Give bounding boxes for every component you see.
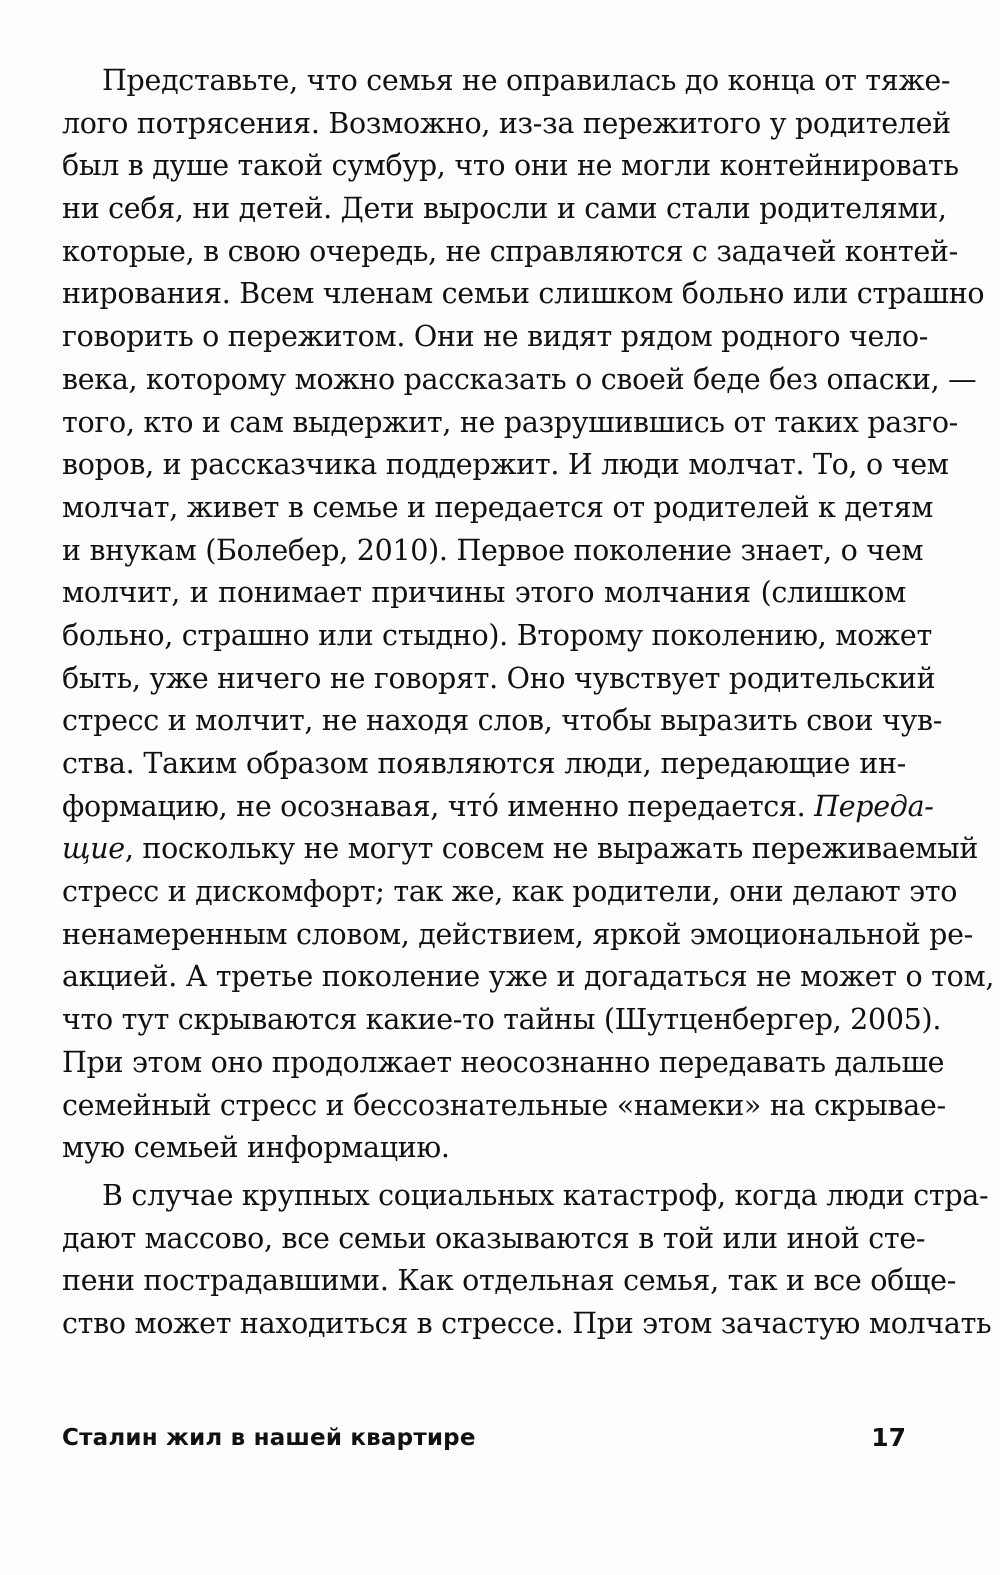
text-line: больно, страшно или стыдно). Второму поколению, может — [62, 618, 932, 652]
text-line: ство может находиться в стрессе. При этом зачастую молчать — [62, 1306, 992, 1340]
text-line: В случае крупных социальных катастроф, когда люди стра- — [102, 1178, 989, 1212]
text-line: быть, уже ничего не говорят. Оно чувствует родительский — [62, 661, 936, 695]
text-line: что тут скрываются какие-то тайны (Шутценбергер, 2005). — [62, 1003, 942, 1037]
text-segment: , поскольку не могут совсем не выражать переживаемый — [124, 832, 979, 866]
text-line: ненамеренным словом, действием, яркой эмоциональной ре- — [62, 917, 974, 951]
page-footer — [62, 1418, 906, 1458]
text-line: ни себя, ни детей. Дети выросли и сами стали родителями, — [62, 192, 947, 226]
text-line: лого потрясения. Возможно, из-за пережитого у родителей — [62, 106, 951, 140]
text-line: и внукам (Болебер, 2010). Первое поколение знает, о чем — [62, 533, 924, 567]
text-line-with-italic — [62, 786, 934, 829]
text-line-with-italic — [62, 828, 979, 871]
text-line: молчат, живет в семье и передается от родителей к детям — [62, 490, 934, 524]
text-line: Представьте, что семья не оправилась до конца от тяже- — [102, 64, 951, 97]
text-line: которые, в свою очередь, не справляются с задачей контей- — [62, 234, 958, 268]
text-line: века, которому можно рассказать о своей беде без опаски, — — [62, 362, 977, 396]
text-line: мую семьей информацию. — [62, 1131, 450, 1165]
text-line: акцией. А третье поколение уже и догадаться не может о том, — [62, 960, 995, 994]
text-line: говорить о пережитом. Они не видят рядом родного чело- — [62, 320, 929, 354]
body-text — [62, 60, 995, 1346]
italic-word: Переда- — [814, 789, 934, 823]
text-line: ства. Таким образом появляются люди, передающие ин- — [62, 747, 906, 780]
text-segment: формацию, не осознавая, чтó именно передается. — [62, 789, 806, 823]
text-line: стресс и дискомфорт; так же, как родители, они делают это — [62, 875, 958, 909]
text-line: того, кто и сам выдержит, не разрушившись от таких разго- — [62, 405, 959, 439]
text-line: был в душе такой сумбур, что они не могли контейнировать — [62, 149, 959, 183]
text-line: молчит, и понимает причины этого молчания (слишком — [62, 576, 906, 610]
running-title: Сталин жил в нашей квартире — [62, 1425, 476, 1451]
text-line: семейный стресс и бессознательные «намеки» на скрывае- — [62, 1088, 946, 1122]
page-number: 17 — [871, 1423, 906, 1452]
text-line: дают массово, все семьи оказываются в той или иной сте- — [62, 1221, 926, 1255]
text-line: При этом оно продолжает неосознанно передавать дальше — [62, 1045, 945, 1079]
text-line: нирования. Всем членам семьи слишком больно или страшно — [62, 277, 985, 311]
text-line: воров, и рассказчика поддержит. И люди молчат. То, о чем — [62, 448, 949, 482]
italic-word: щие — [62, 832, 125, 866]
text-line: стресс и молчит, не находя слов, чтобы выразить свои чув- — [62, 704, 943, 738]
text-line: пени пострадавшими. Как отдельная семья, так и все обще- — [62, 1264, 957, 1298]
